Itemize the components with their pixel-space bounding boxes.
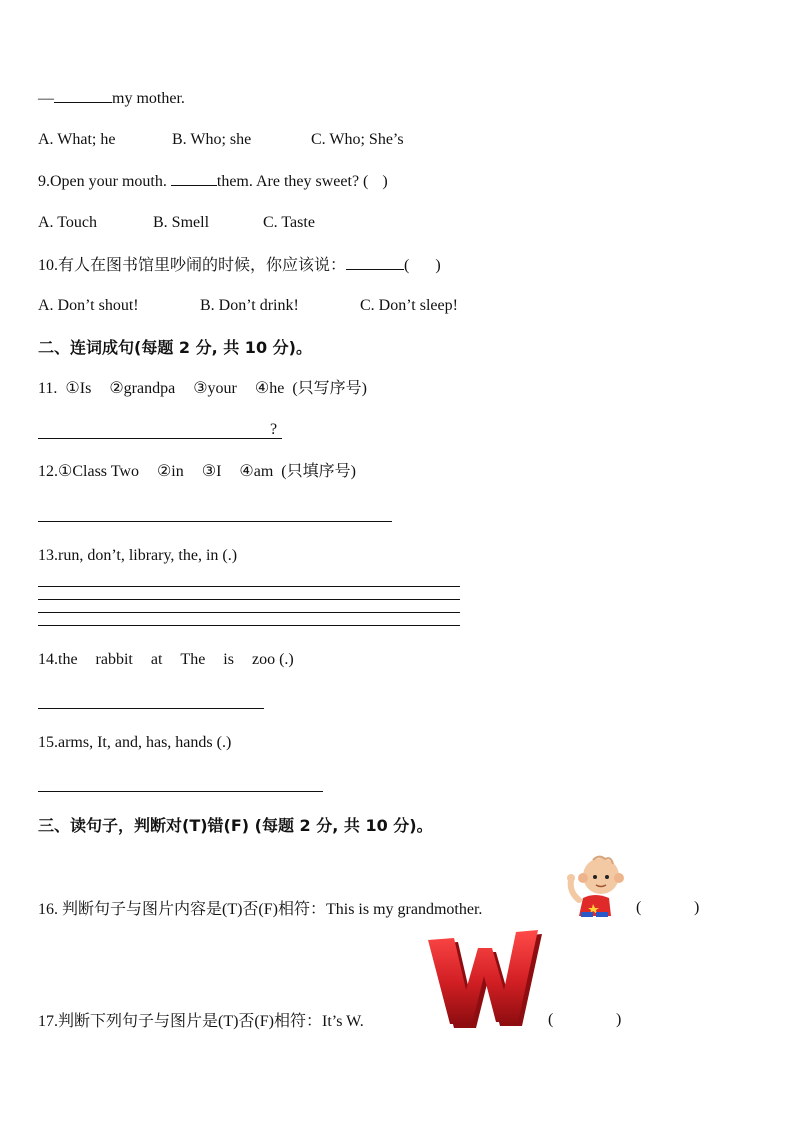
q17-paren-open[interactable]: ( — [548, 1011, 554, 1028]
letter-w-label: W — [483, 985, 485, 987]
q9-options — [38, 213, 315, 233]
q8-stem-text: my mother. — [112, 90, 185, 107]
q9-stem — [38, 171, 388, 192]
q14-word-1: the — [58, 651, 78, 668]
q16-paren-close[interactable]: ) — [694, 899, 700, 916]
q10-blank[interactable] — [346, 255, 404, 270]
q12-word-2: ②in — [156, 463, 184, 480]
boy-cartoon-image — [565, 852, 631, 918]
q11-word-4: ④he — [254, 380, 285, 397]
q14-word-4: The — [180, 651, 206, 668]
q11-stem — [38, 379, 367, 399]
q11-word-1: ①Is — [65, 380, 92, 397]
q14-word-2: rabbit — [95, 651, 133, 668]
q13-answer-line-4[interactable] — [38, 625, 460, 626]
q10-options — [38, 296, 458, 316]
q11-word-3: ③your — [193, 380, 237, 397]
q11-note: (只写序号) — [292, 380, 367, 397]
q17-paren-close[interactable]: ) — [616, 1011, 622, 1028]
q10-paren-open: ( — [404, 257, 410, 274]
q14-num: 14. — [38, 651, 58, 668]
q8-blank[interactable] — [54, 88, 112, 103]
dash: — — [38, 90, 54, 107]
q10-option-b[interactable]: B. Don’t drink! — [200, 297, 299, 314]
q11-answer-line[interactable] — [38, 438, 282, 439]
q9-stem-b: them. Are they sweet? ( — [216, 173, 369, 190]
section3-title: 三、读句子，判断对(T)错(F) (每题 2 分, 共 10 分)。 — [38, 816, 433, 835]
q8-options — [38, 130, 404, 150]
q13-stem: 13.run, don’t, library, the, in (.) — [38, 547, 238, 564]
q11-word-2: ②grandpa — [109, 380, 176, 397]
q13-answer-line-1[interactable] — [38, 586, 460, 587]
q9-option-a[interactable]: A. Touch — [38, 214, 98, 231]
q13-answer-line-3[interactable] — [38, 612, 460, 613]
q12-word-4: ④am — [239, 463, 274, 480]
q12-note: (只填序号) — [281, 463, 356, 480]
q10-paren-close: ) — [435, 257, 441, 274]
q8-option-b[interactable]: B. Who; she — [172, 131, 252, 148]
q8-option-c[interactable]: C. Who; She’s — [311, 131, 404, 148]
q15-answer-line[interactable] — [38, 791, 323, 792]
q12-num: 12. — [38, 463, 58, 480]
q15-stem: 15.arms, It, and, has, hands (.) — [38, 734, 232, 751]
q11-num: 11. — [38, 380, 58, 397]
q16-paren-open[interactable]: ( — [636, 899, 642, 916]
q10-stem-a: 10.有人在图书馆里吵闹的时候，你应该说： — [38, 257, 347, 274]
q11-question-mark: ? — [270, 421, 278, 438]
q9-paren-close: ) — [382, 173, 388, 190]
q14-word-3: at — [150, 651, 163, 668]
q14-word-6: zoo — [251, 651, 276, 668]
q9-option-c[interactable]: C. Taste — [263, 214, 315, 231]
q9-blank[interactable] — [171, 171, 217, 186]
q17-stem: 17.判断下列句子与图片是(T)否(F)相符：It’s W. — [38, 1013, 364, 1030]
q9-option-b[interactable]: B. Smell — [153, 214, 210, 231]
q16-stem: 16. 判断句子与图片内容是(T)否(F)相符：This is my grandmother. — [38, 901, 483, 918]
q13-answer-line-2[interactable] — [38, 599, 460, 600]
q8-stem — [38, 88, 185, 109]
q14-word-5: is — [223, 651, 234, 668]
q8-option-a[interactable]: A. What; he — [38, 131, 116, 148]
q12-stem — [38, 462, 356, 482]
q14-end: (.) — [279, 651, 294, 668]
q12-word-1: ①Class Two — [58, 463, 139, 480]
section2-title: 二、连词成句(每题 2 分, 共 10 分)。 — [38, 338, 312, 357]
q10-option-c[interactable]: C. Don’t sleep! — [360, 297, 458, 314]
q14-stem — [38, 650, 294, 670]
q12-word-3: ③I — [201, 463, 222, 480]
letter-w-image — [424, 926, 542, 1030]
q10-option-a[interactable]: A. Don’t shout! — [38, 297, 139, 314]
q12-answer-line[interactable] — [38, 521, 392, 522]
q10-stem — [38, 255, 441, 276]
q9-stem-a: 9.Open your mouth. — [38, 173, 167, 190]
q14-answer-line[interactable] — [38, 708, 264, 709]
